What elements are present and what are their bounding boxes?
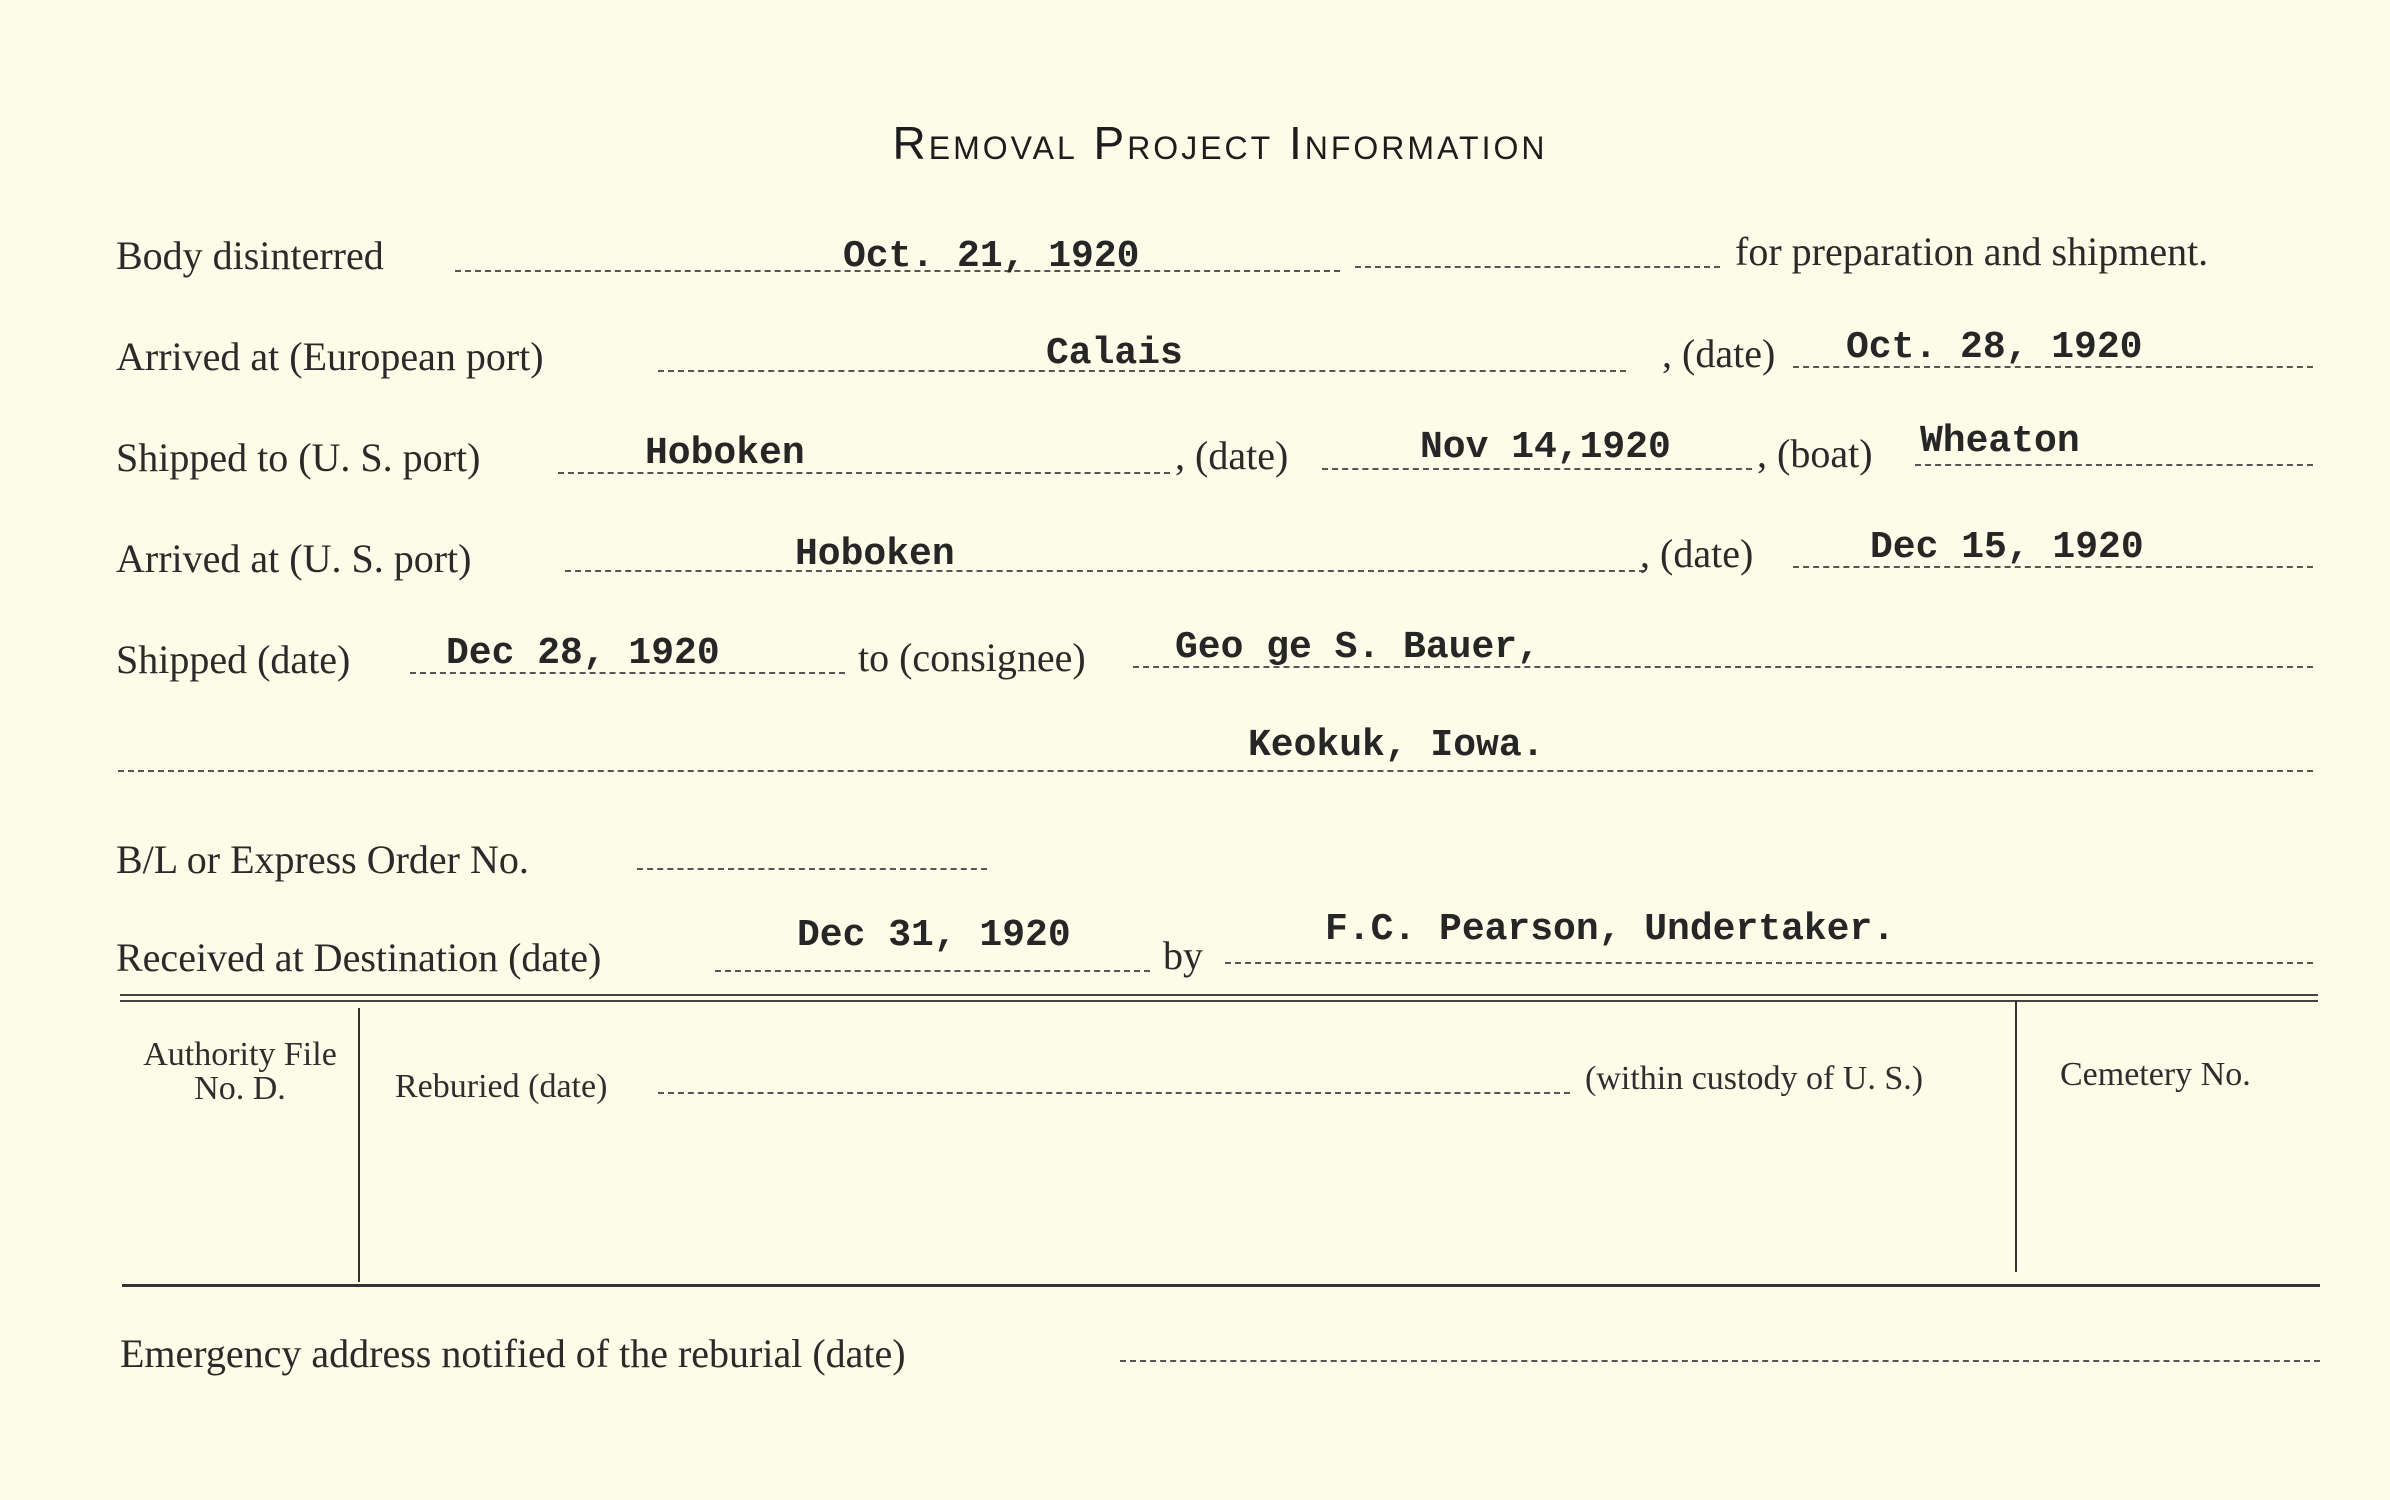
label-custody: (within custody of U. S.) xyxy=(1585,1060,1924,1097)
label-by: by xyxy=(1163,933,1203,978)
value-us-port-date: Dec 15, 1920 xyxy=(1870,526,2144,569)
label-consignee: to (consignee) xyxy=(858,635,1086,680)
divider-right xyxy=(2015,1000,2017,1272)
value-received-by: F.C. Pearson, Undertaker. xyxy=(1325,908,1896,951)
line-consignee-address xyxy=(118,770,2313,772)
label-emergency-address: Emergency address notified of the reburial (date) xyxy=(120,1331,906,1376)
label-authority-file: Authority File No. D. xyxy=(143,1036,337,1107)
line-emergency-date xyxy=(1120,1360,2320,1362)
value-boat: Wheaton xyxy=(1920,420,2080,463)
form-title: Removal Project Information xyxy=(892,117,1548,169)
label-boat: , (boat) xyxy=(1757,431,1873,476)
line-disinterred-2 xyxy=(1355,266,1720,268)
label-date-shipped-to: , (date) xyxy=(1175,433,1289,478)
value-european-date: Oct. 28, 1920 xyxy=(1846,326,2143,369)
value-european-port: Calais xyxy=(1046,332,1183,375)
double-rule-top xyxy=(120,994,2318,996)
value-us-port: Hoboken xyxy=(795,533,955,576)
value-disinterred-date: Oct. 21, 1920 xyxy=(843,235,1140,278)
value-consignee-name: Geo ge S. Bauer, xyxy=(1175,626,1540,669)
label-cemetery-no: Cemetery No. xyxy=(2060,1056,2251,1093)
box-bottom-rule xyxy=(122,1284,2320,1287)
label-preparation-shipment: for preparation and shipment. xyxy=(1735,229,2209,274)
label-received-destination: Received at Destination (date) xyxy=(116,935,602,980)
line-received-date xyxy=(715,970,1150,972)
value-received-date: Dec 31, 1920 xyxy=(797,914,1071,957)
label-bl-express-order: B/L or Express Order No. xyxy=(116,837,529,882)
label-body-disinterred: Body disinterred xyxy=(116,233,384,278)
value-consignee-address: Keokuk, Iowa. xyxy=(1248,724,1545,767)
label-shipped-date: Shipped (date) xyxy=(116,637,351,682)
label-reburied-date: Reburied (date) xyxy=(395,1068,608,1105)
double-rule-bottom xyxy=(120,1000,2318,1002)
value-shipped-to-date: Nov 14,1920 xyxy=(1420,426,1671,469)
line-us-port xyxy=(565,570,1645,572)
label-date-us-port: , (date) xyxy=(1640,531,1754,576)
line-received-by xyxy=(1225,962,2313,964)
value-shipped-to-port: Hoboken xyxy=(645,432,805,475)
line-bl-express-order xyxy=(637,868,987,870)
divider-left xyxy=(358,1008,360,1282)
label-date-european: , (date) xyxy=(1662,331,1776,376)
label-arrived-us-port: Arrived at (U. S. port) xyxy=(116,536,472,581)
value-shipped-date: Dec 28, 1920 xyxy=(446,632,720,675)
line-boat xyxy=(1915,464,2313,466)
label-arrived-european-port: Arrived at (European port) xyxy=(116,334,544,379)
label-shipped-to-us-port: Shipped to (U. S. port) xyxy=(116,435,481,480)
line-reburied-date xyxy=(658,1092,1570,1094)
